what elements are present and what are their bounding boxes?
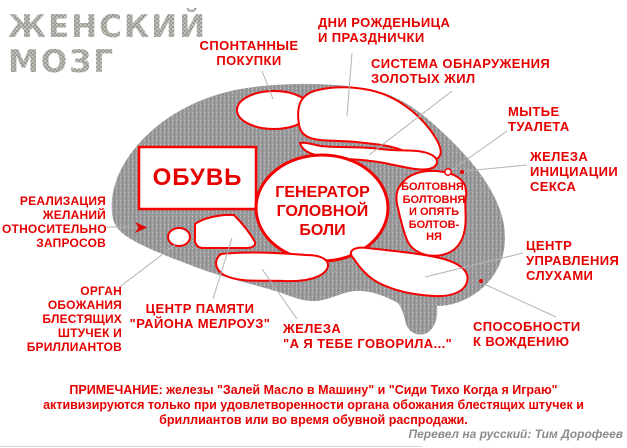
translator-credit: Перевел на русский: Тим Дорофеев <box>408 427 623 441</box>
leader-driving <box>484 284 556 317</box>
label-sex-initiation-gland: ЖЕЛЕЗА ИНИЦИАЦИИ СЕКСА <box>530 149 619 194</box>
driving-target-dot <box>479 279 483 283</box>
label-spontaneous-purchases: СПОНТАННЫЕ ПОКУПКИ <box>199 38 299 68</box>
sex-gland-target-dot <box>460 170 464 174</box>
region-wish-fulfillment-shape <box>168 228 190 246</box>
page-title-line2: МОЗГ <box>8 44 115 80</box>
region-told-you-gland-shape <box>216 252 328 281</box>
region-toilet-cleaning-shape <box>445 169 451 175</box>
label-melrose-memory-center: ЦЕНТР ПАМЯТИ "РАЙОНА МЕЛРОУЗ" <box>129 301 271 331</box>
label-toilet-cleaning: МЫТЬЕ ТУАЛЕТА <box>508 104 570 134</box>
label-told-you-so-gland: ЖЕЛЕЗА "А Я ТЕБЕ ГОВОРИЛА..." <box>283 321 453 351</box>
label-goldmine-detection-system: СИСТЕМА ОБНАРУЖЕНИЯ ЗОЛОТЫХ ЖИЛ <box>371 56 551 86</box>
label-rumor-control-center: ЦЕНТР УПРАВЛЕНИЯ СЛУХАМИ <box>526 238 620 283</box>
region-label-headache-generator: ГЕНЕРАТОР ГОЛОВНОЙ БОЛИ <box>275 184 370 239</box>
label-birthdays-holidays: ДНИ РОЖДЕНЬИЦА И ПРАЗДНИЧКИ <box>318 15 451 45</box>
leader-organ <box>121 244 176 286</box>
region-label-chatter: БОЛТОВНЯ, БОЛТОВНЯ И ОПЯТЬ БОЛТОВ- НЯ <box>401 181 467 243</box>
label-wish-fulfillment: РЕАЛИЗАЦИЯ ЖЕЛАНИЙ ОТНОСИТЕЛЬНО ЗАПРОСОВ <box>2 194 107 250</box>
region-label-shoes: ОБУВЬ <box>152 164 243 191</box>
footnote: ПРИМЕЧАНИЕ: железы "Залей Масло в Машину" и "Сиди Тихо Когда я Играю" активизируются только при удовлетворенности органа обожания блестящих штучек и бриллиантов или во время обувной распродажи. <box>43 383 584 427</box>
label-driving-ability: СПОСОБНОСТИ К ВОЖДЕНИЮ <box>473 319 581 349</box>
bottom-divider <box>0 446 422 447</box>
page-title-line1: ЖЕНСКИЙ <box>8 9 208 45</box>
label-shiny-things-organ: ОРГАН ОБОЖАНИЯ БЛЕСТЯЩИХ ШТУЧЕК И БРИЛЛИАНТОВ <box>26 284 122 354</box>
